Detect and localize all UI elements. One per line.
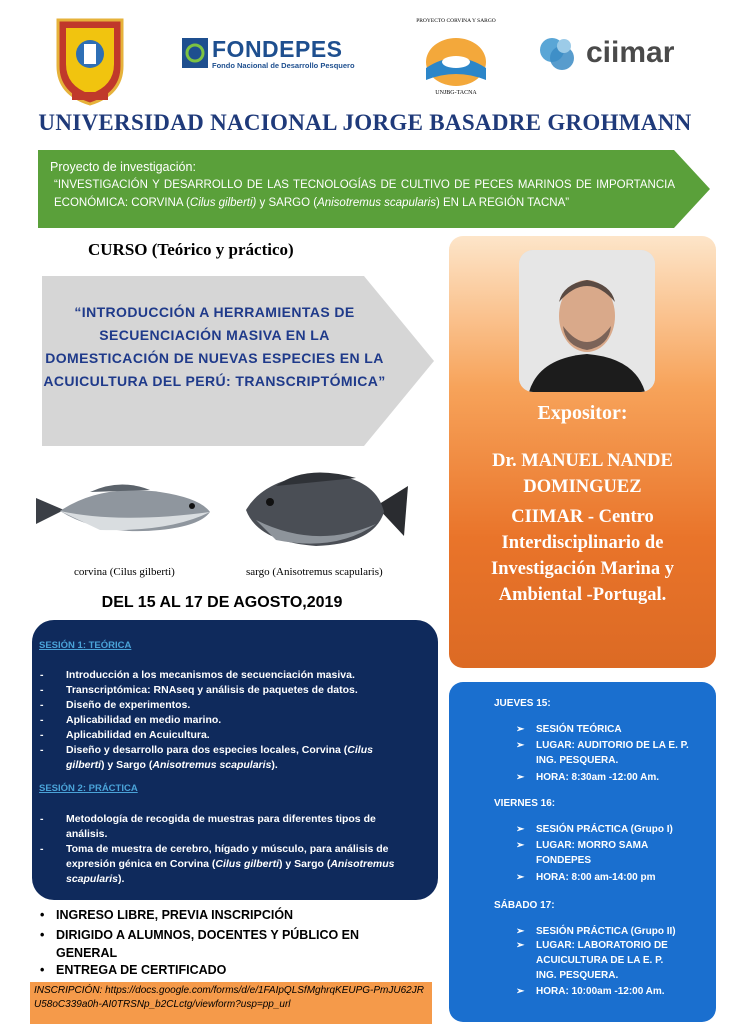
session1-item: - Introducción a los mecanismos de secuenciación masiva.	[40, 669, 355, 681]
schedule-item: ➢ HORA: 8:30am -12:00 Am.	[516, 772, 660, 783]
bullet-item: • INGRESO LIBRE, PREVIA INSCRIPCIÓN	[40, 908, 294, 922]
project-text-1: “INVESTIGACIÓN Y DESARROLLO DE LAS TECNOLOGÍAS DE CULTIVO DE PECES MARINOS DE IMPORTANCIA ECONÓMICA: CORVINA (	[54, 179, 675, 209]
fondepes-logo	[182, 36, 355, 72]
corvina-logo-top-text: PROYECTO CORVINA Y SARGO	[416, 18, 496, 24]
session1-item: - Aplicabilidad en Acuicultura.	[40, 729, 210, 741]
course-title: “INTRODUCCIÓN A HERRAMIENTAS DE SECUENCIACIÓN MASIVA EN LA DOMESTICACIÓN DE NUEVAS ESPECIES EN LA ACUICULTURA DEL PERÚ: TRANSCRIPTÓMICA”	[43, 304, 386, 389]
fondepes-subtitle: Fondo Nacional de Desarrollo Pesquero	[212, 61, 355, 70]
corvina-fish-image	[30, 476, 214, 546]
registration-box	[30, 982, 432, 1024]
ciimar-logo	[536, 32, 694, 76]
session1-title: SESIÓN 1: TEÓRICA	[39, 640, 132, 651]
session2-item: - Toma de muestra de cerebro, hígado y músculo, para análisis de expresión génica en Corvina (Cilus gilberti) y Sargo (Anisotremus scapularis).	[40, 843, 395, 885]
course-label: CURSO (Teórico y práctico)	[88, 240, 294, 259]
speaker-name: Dr. MANUEL NANDE DOMINGUEZ	[492, 451, 673, 497]
fondepes-name: FONDEPES	[212, 36, 343, 62]
speaker-info	[459, 448, 706, 608]
schedule-item: ➢ LUGAR: MORRO SAMA FONDEPES	[516, 840, 648, 866]
speaker-affiliation: CIIMAR - Centro Interdisciplinario de Investigación Marina y Ambiental -Portugal.	[491, 507, 674, 605]
schedule-day-3: SÁBADO 17:	[494, 900, 555, 911]
session2-item: - Metodología de recogida de muestras para diferentes tipos de análisis.	[40, 813, 376, 840]
bullet-item: • ENTREGA DE CERTIFICADO	[40, 963, 227, 977]
speaker-label: Expositor:	[537, 402, 628, 424]
schedule-item: ➢ SESIÓN PRÁCTICA (Grupo II)	[516, 926, 676, 937]
schedule-item: ➢ LUGAR: AUDITORIO DE LA E. P. ING. PESQUERA.	[516, 740, 689, 766]
sargo-caption: sargo (Anisotremus scapularis)	[246, 566, 383, 578]
corvina-logo-bottom-text: UNJBG-TACNA	[435, 90, 477, 96]
session2-title: SESIÓN 2: PRÁCTICA	[39, 783, 138, 794]
corvina-sargo-project-logo	[412, 18, 500, 100]
project-text-3: ) EN LA REGIÓN TACNA”	[435, 197, 570, 209]
project-banner	[38, 150, 710, 228]
schedule-item: ➢ HORA: 8:00 am-14:00 pm	[516, 872, 656, 883]
project-species-1: Cilus gilberti)	[189, 197, 257, 209]
project-text-2: y SARGO (	[256, 197, 318, 209]
schedule-item: ➢ SESIÓN TEÓRICA	[516, 724, 622, 735]
project-label: Proyecto de investigación:	[50, 160, 196, 174]
course-dates: DEL 15 AL 17 DE AGOSTO,2019	[101, 594, 343, 611]
schedule-panel	[449, 682, 716, 1022]
project-species-2: Anisotremus scapularis	[317, 197, 436, 209]
session1-item: - Aplicabilidad en medio marino.	[40, 714, 222, 726]
project-description	[50, 176, 675, 212]
registration-link[interactable]: https://docs.google.com/forms/d/e/1FAIpQLSfMghrqKEUPG-PmJU62JRU58oC339a0h-AI0TRSNp_b2CLctg/viewform?usp=pp_url	[34, 985, 424, 1010]
sessions-panel	[32, 620, 438, 900]
course-title-arrow	[42, 276, 434, 446]
ciimar-name: ciimar	[586, 36, 675, 69]
speaker-photo	[519, 250, 655, 392]
registration-label: INSCRIPCIÓN:	[34, 985, 103, 996]
schedule-day-2: VIERNES 16:	[494, 798, 556, 809]
university-title: UNIVERSIDAD NACIONAL JORGE BASADRE GROHMANN	[38, 110, 692, 135]
session1-item: - Diseño y desarrollo para dos especies locales, Corvina (Cilus gilberti) y Sargo (Anisotremus scapularis).	[40, 744, 373, 771]
schedule-item: ➢ SESIÓN PRÁCTICA (Grupo I)	[516, 824, 673, 835]
university-seal-logo	[50, 14, 130, 106]
bullet-item: • DIRIGIDO A ALUMNOS, DOCENTES Y PÚBLICO EN GENERAL	[40, 928, 360, 960]
schedule-item: ➢ HORA: 10:00am -12:00 Am.	[516, 986, 665, 997]
corvina-caption: corvina (Cilus gilberti)	[74, 566, 175, 578]
sargo-fish-image	[236, 466, 410, 556]
schedule-item: ➢ LUGAR: LABORATORIO DE ACUICULTURA DE LA E. P. ING. PESQUERA.	[516, 940, 668, 981]
schedule-day-1: JUEVES 15:	[494, 698, 551, 709]
session1-item: - Diseño de experimentos.	[40, 699, 191, 711]
session1-item: - Transcriptómica: RNAseq y análisis de paquetes de datos.	[40, 684, 358, 696]
